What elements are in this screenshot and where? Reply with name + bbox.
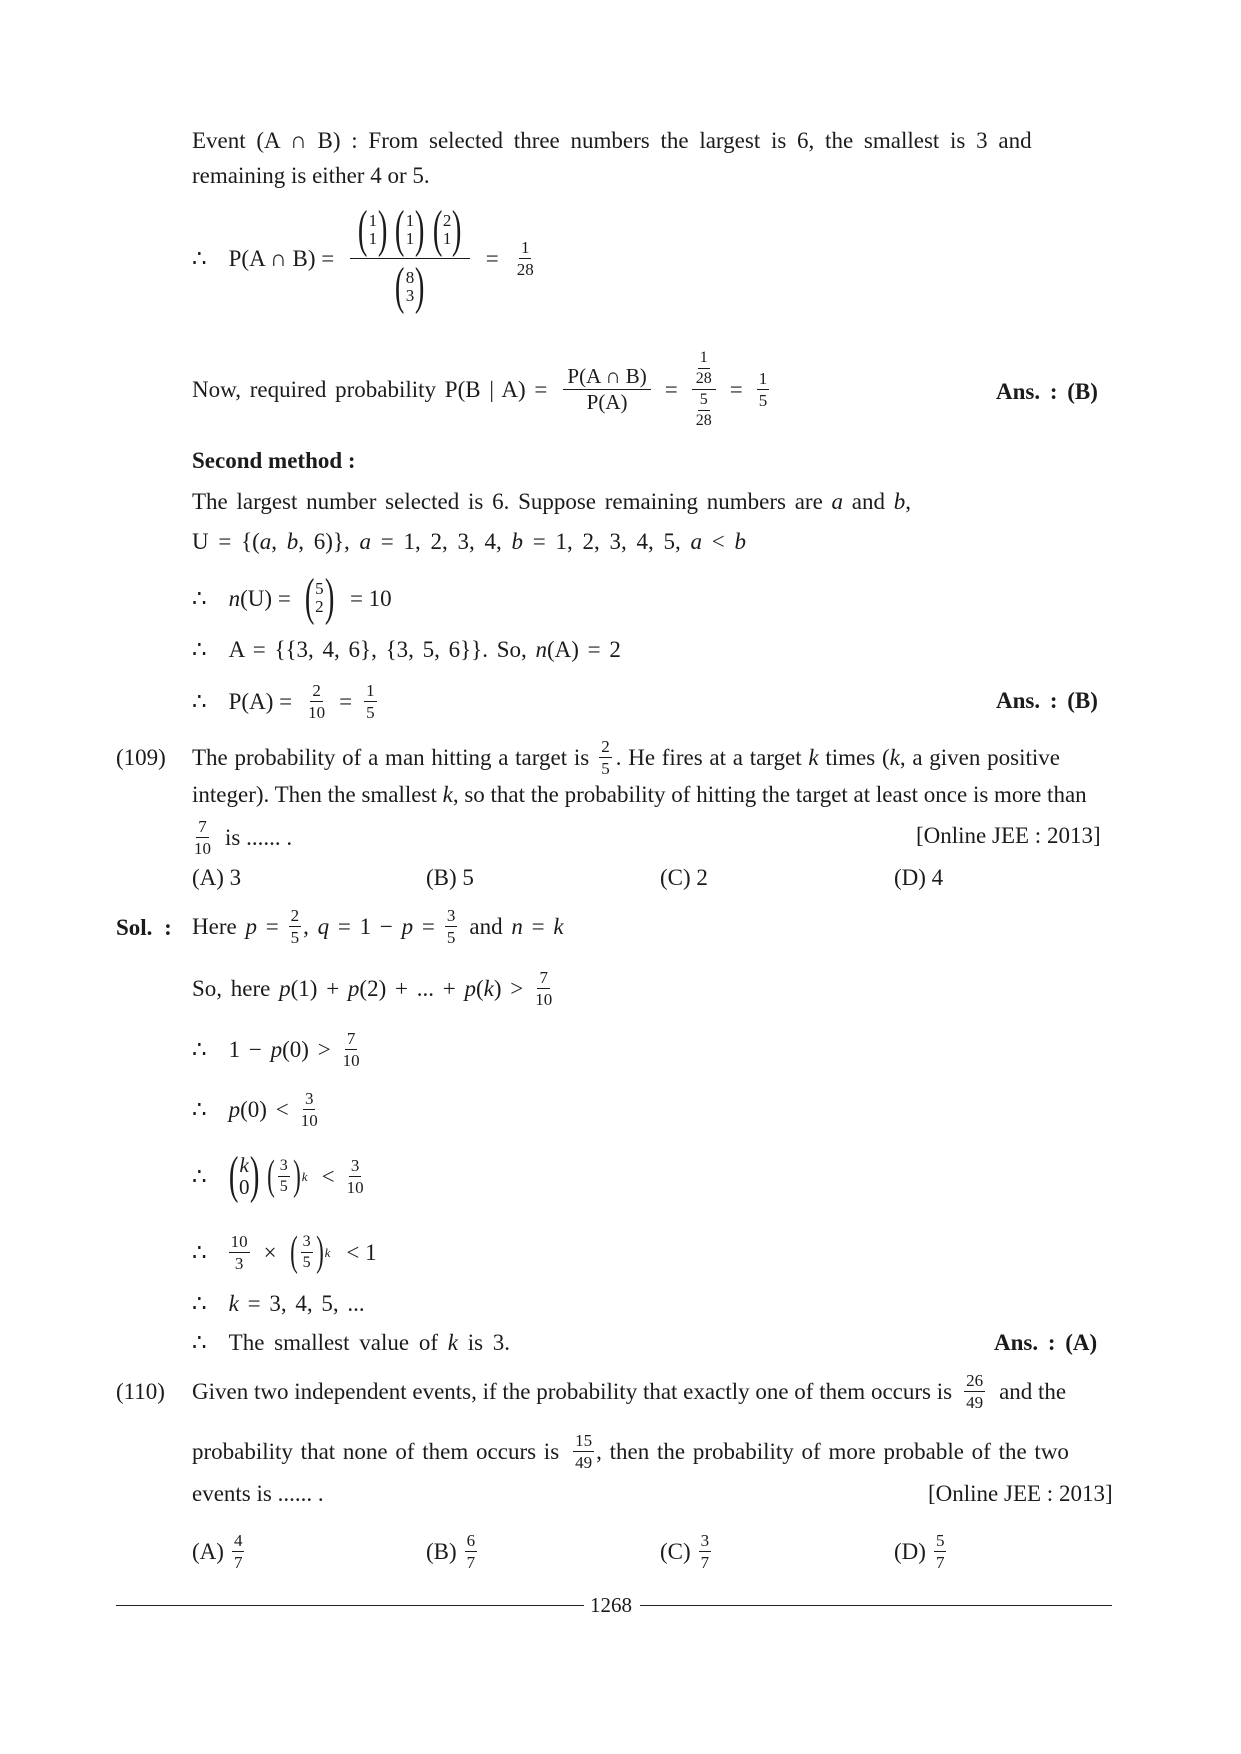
page-number: 1268	[590, 1593, 632, 1617]
answer-sol109: Ans. : (A)	[994, 1330, 1098, 1355]
q109-text-3: is ...... .	[225, 824, 293, 850]
sol-line-2	[192, 965, 554, 1011]
q109-text-1b: . He fires at a target k times (k, a given positive	[615, 744, 1060, 770]
sol-binom-k-0: ( k 0 )	[228, 1147, 260, 1204]
second-method-line-2: U = {(a, b, 6)}, a = 1, 2, 3, 4, b = 1, 2, 3, 4, 5, a < b	[192, 529, 746, 554]
therefore-symbol: ∴	[192, 245, 207, 271]
sol-power-3-5: ( $\frac{3}{5}$ )	[266, 1153, 301, 1199]
sol-line-1	[192, 903, 564, 949]
sol-line-7: ∴ k = 3, 4, 5, ...	[192, 1291, 365, 1316]
sol-line-8: ∴ The smallest value of k is 3.	[192, 1330, 511, 1355]
set-a-line: ∴ A = {{3, 4, 6}, {3, 5, 6}}. So, n(A) = 2	[192, 637, 621, 662]
q109-line-2: integer). Then the smallest k, so that the probability of hitting the target at least once is more than	[192, 782, 1087, 807]
sol-exponent-k: k	[301, 1168, 308, 1184]
q110-line-3: events is ...... .	[192, 1481, 324, 1506]
binom-denominator: ( 8 3 )	[395, 257, 425, 315]
q110-frac-2: $\frac{15}{49}$	[575, 1430, 593, 1472]
sol-line-5-op: <	[321, 1163, 335, 1189]
answer-first-method: Ans. : (B)	[996, 379, 1098, 404]
p-a-lhs: P(A) =	[228, 688, 293, 714]
sol-frac-p: $\frac{2}{5}$	[290, 905, 300, 947]
sol-line-4-frac: $\frac{3}{10}$	[300, 1088, 318, 1130]
second-method-heading: Second method :	[192, 448, 356, 473]
q110-text-1b: and the	[999, 1378, 1067, 1404]
therefore-symbol: ∴	[192, 688, 207, 714]
q110-number: (110)	[116, 1379, 165, 1404]
therefore-symbol: ∴	[192, 1239, 207, 1265]
n-u-equation	[192, 570, 392, 626]
p-a-frac-2: $\frac{1}{5}$	[366, 680, 375, 722]
sol-line-5	[192, 1147, 366, 1205]
nested-fraction: $\frac{\frac{1}{28}}{\frac{5}{28}}$	[692, 350, 716, 429]
sol-line-6	[192, 1224, 377, 1280]
conditional-probability-equation: Now, required probability P(B | A) = $\frac{P(A \cap B)}{P(A)}$ = $\frac{\frac{1}{28}}{\frac{5}{28}}$ = $\frac{1}{5}$	[192, 348, 768, 429]
q110-line-1	[192, 1368, 1066, 1414]
q109-option-b: (B) 5	[426, 865, 474, 890]
q109-text-1a: The probability of a man hitting a target is	[192, 744, 590, 770]
sol-exponent-k-b: k	[324, 1244, 331, 1260]
q110-option-b: (B) $\frac{6}{7}$	[426, 1530, 476, 1572]
q109-source: [Online JEE : 2013]	[916, 823, 1101, 848]
q110-line-2	[192, 1428, 1069, 1474]
sol-label: Sol. :	[116, 915, 172, 940]
q110-text-1: Given two independent events, if the probability that exactly one of them occurs is	[192, 1378, 953, 1404]
p-ab-result: $\frac{1}{28}$	[516, 237, 534, 279]
sol-power-3-5-b: ( $\frac{3}{5}$ )	[289, 1229, 324, 1275]
p-ab-equation: ∴ P(A ∩ B) = ( 1 1 ) ( 1 1 ) ( 2 1 ) ( 8 3 ) = $\frac{1}{28}$	[192, 200, 534, 315]
therefore-symbol: ∴	[192, 1036, 207, 1062]
sol-line-6-op: ×	[263, 1239, 277, 1265]
q109-frac-3: $\frac{7}{10}$	[194, 816, 211, 858]
sol-frac-10-3: $\frac{10}{3}$	[230, 1231, 248, 1273]
sol-line-3	[192, 1026, 362, 1072]
n-u-lhs: n(U) =	[228, 585, 291, 611]
sol-line-1c: and n = k	[469, 913, 564, 939]
therefore-symbol: ∴	[192, 1163, 207, 1189]
therefore-symbol: ∴	[192, 1096, 207, 1122]
sol-frac-q: $\frac{3}{5}$	[446, 905, 456, 947]
answer-second-method: Ans. : (B)	[996, 688, 1098, 713]
sol-line-3a: 1 − p(0) >	[228, 1036, 331, 1062]
required-text: Now, required probability P(B | A) =	[192, 376, 548, 402]
sol-line-4a: p(0) <	[228, 1096, 289, 1122]
q109-number: (109)	[116, 745, 166, 770]
q110-option-d: (D) $\frac{5}{7}$	[894, 1530, 945, 1572]
sol-line-5-frac: $\frac{3}{10}$	[346, 1155, 364, 1197]
event-line-1: Event (A ∩ B) : From selected three numbers the largest is 6, the smallest is 3 and	[192, 128, 1032, 153]
p-a-equation: ∴ P(A) = $\frac{2}{10}$ = $\frac{1}{5}$	[192, 680, 375, 722]
event-line-2: remaining is either 4 or 5.	[192, 163, 430, 188]
binom-2: ( 1 1 )	[395, 200, 425, 258]
q109-option-c: (C) 2	[660, 865, 708, 890]
sol-line-2a: So, here p(1) + p(2) + ... + p(k) >	[192, 975, 524, 1001]
q110-frac-1: $\frac{26}{49}$	[966, 1370, 984, 1412]
q110-option-c: (C) $\frac{3}{7}$	[660, 1530, 710, 1572]
sol-line-1b: , q = 1 − p =	[303, 913, 435, 939]
q109-line-1	[192, 734, 1060, 780]
therefore-symbol: ∴	[192, 585, 207, 611]
footer-rule-left	[116, 1605, 584, 1606]
sol-line-1a: Here p =	[192, 913, 279, 939]
q110-source: [Online JEE : 2013]	[928, 1481, 1113, 1506]
p-ab-lhs: P(A ∩ B) =	[228, 245, 335, 271]
sol-line-2-frac: $\frac{7}{10}$	[535, 967, 553, 1009]
binom-1: ( 1 1 )	[358, 200, 388, 258]
sol-line-6-rhs: < 1	[346, 1239, 377, 1265]
q110-text-2a: probability that none of them occurs is	[192, 1438, 560, 1464]
p-ab-combination-fraction	[350, 200, 469, 315]
q109-frac: $\frac{2}{5}$	[601, 736, 610, 778]
sol-line-4	[192, 1086, 320, 1132]
q110-option-a: (A) $\frac{4}{7}$	[192, 1530, 243, 1572]
q109-line-3	[192, 814, 292, 860]
cond-fraction: $\frac{P(A \cap B)}{P(A)}$	[563, 366, 650, 413]
q109-option-d: (D) 4	[894, 865, 944, 890]
n-u-binom: ( 5 2 )	[304, 569, 335, 626]
second-method-line-1: The largest number selected is 6. Suppose remaining numbers are a and b,	[192, 489, 912, 514]
p-a-frac-1: $\frac{2}{10}$	[308, 680, 326, 722]
binom-3: ( 2 1 )	[432, 200, 462, 258]
sol-line-3-frac: $\frac{7}{10}$	[342, 1028, 360, 1070]
q109-option-a: (A) 3	[192, 865, 242, 890]
footer-rule-right	[640, 1605, 1112, 1606]
n-u-rhs: = 10	[349, 585, 392, 611]
q110-text-2b: , then the probability of more probable of the two	[596, 1438, 1069, 1464]
cond-result: $\frac{1}{5}$	[758, 368, 768, 410]
